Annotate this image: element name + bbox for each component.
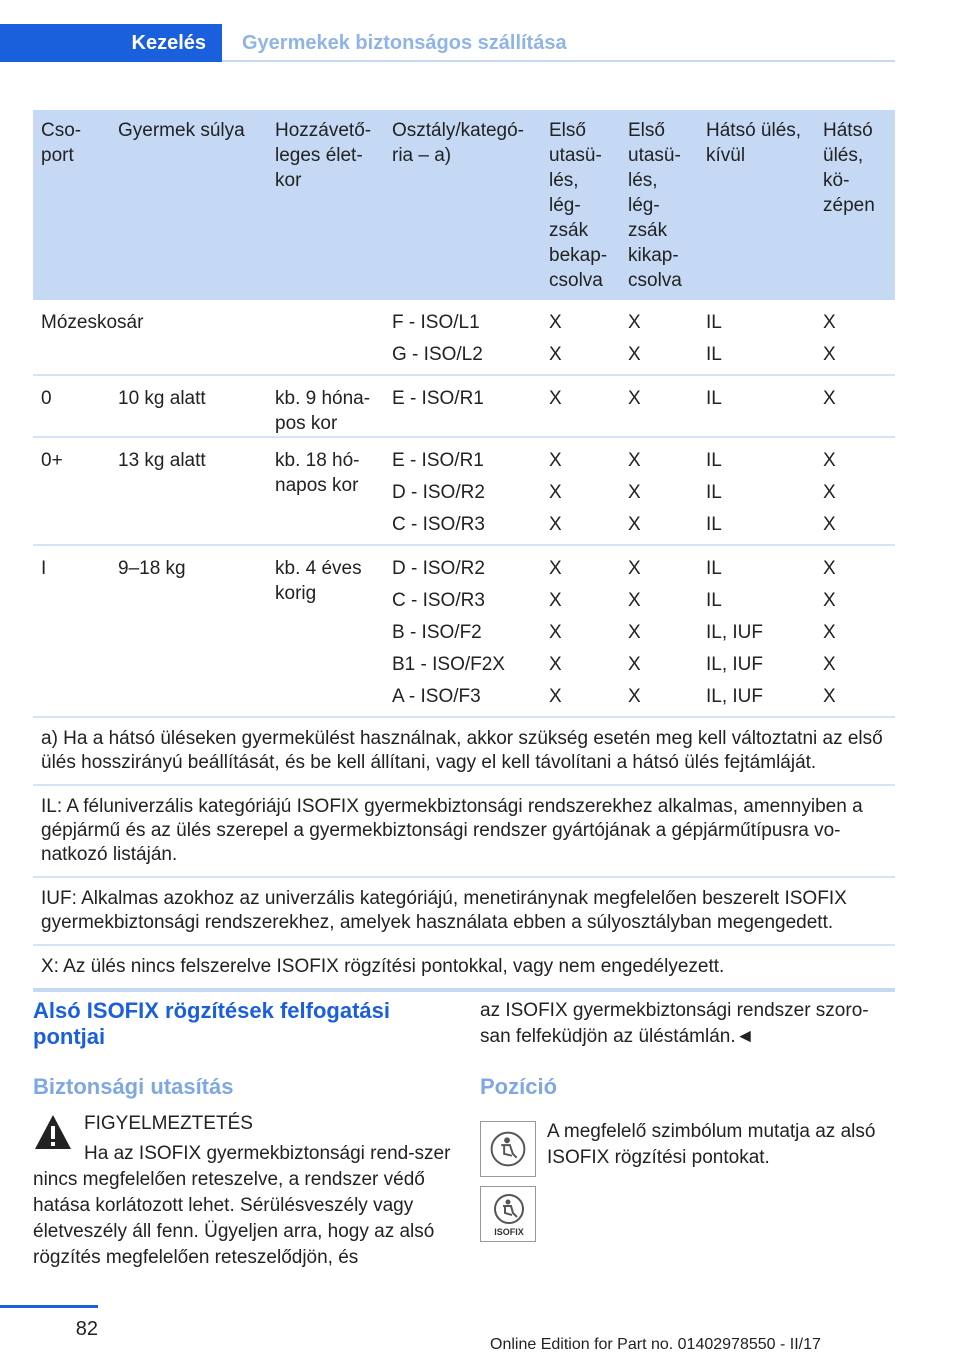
cell-front-airbag-on [541,300,620,374]
cell-front-airbag-on-value: X [549,654,562,675]
cell-rear-outer-value: IL [706,590,722,611]
cell-class-value: B1 - ISO/F2X [392,654,505,675]
cell-front-airbag-on-value: X [549,312,562,333]
header-cell-front-airbag-off: Első utasü- lés, lég- zsák kikap- csolva [628,120,682,291]
cell-front-airbag-on-value: X [549,590,562,611]
cell-rear-outer [698,438,815,544]
isofix-label: ISOFIX [494,1227,524,1237]
cell-front-airbag-off-value: X [628,388,641,409]
cell-front-airbag-on-value: X [549,514,562,535]
table-note-iuf: IUF: Alkalmas azokhoz az univerzális kategóriájú, menetiránynak megfelelően beszerelt ISOFIX gyermekbiztonsági rendszerekhez, amelyek használata ebben a súlyosztályban megengedett. [33,878,895,946]
cell-class-value: D - ISO/R2 [392,482,485,503]
cell-front-airbag-on-value: X [549,450,562,471]
isofix-anchor-symbol [480,1186,536,1242]
cell-front-airbag-off-value: X [628,450,641,471]
cell-group [33,546,110,716]
footer-line [0,1305,98,1308]
cell-front-airbag-off-value: X [628,558,641,579]
table-note-a: a) Ha a hátsó üléseken gyermekülést használnak, akkor szükség esetén meg kell változtatni az első ülés hosszirányú beállítását, és be kell állítani, vagy el kell távolítani a hátsó ülés fejtámláját. [33,718,895,786]
cell-rear-outer-value: IL [706,514,722,535]
header-cell-group: Cso- port [41,120,82,166]
cell-age-value: kb. 18 hó- napos kor [275,450,360,496]
cell-front-airbag-on [541,438,620,544]
header-cell-age: Hozzávető- leges élet- kor [275,120,372,191]
warning-title: FIGYELMEZTETÉS [84,1113,253,1134]
cell-weight-value: 10 kg alatt [118,388,206,409]
cell-front-airbag-off-value: X [628,344,641,365]
cell-rear-middle-value: X [823,514,836,535]
cell-rear-middle-value: X [823,450,836,471]
cell-rear-outer-value: IL, IUF [706,654,764,675]
cell-weight-value: 9–18 kg [118,558,186,579]
cell-front-airbag-off [620,300,698,374]
cell-front-airbag-on [541,546,620,716]
cell-class-value: B - ISO/F2 [392,622,482,643]
cell-class [384,546,541,716]
cell-rear-outer-value: IL, IUF [706,686,764,707]
table-header-row [33,110,895,300]
cell-rear-middle-value: X [823,622,836,643]
isofix-table [33,110,895,992]
table-row [33,438,895,546]
cell-front-airbag-on-value: X [549,388,562,409]
page-header [0,0,960,64]
cell-class-value: C - ISO/R3 [392,514,485,535]
header-divider [222,60,895,62]
cell-rear-outer-value: IL [706,450,722,471]
cell-front-airbag-off-value: X [628,514,641,535]
cell-rear-outer-value: IL [706,388,722,409]
cell-front-airbag-off-value: X [628,686,641,707]
cell-rear-outer-value: IL, IUF [706,622,764,643]
cell-class-value: E - ISO/R1 [392,450,484,471]
table-row [33,300,895,376]
header-cell-rear-middle: Hátsó ülés, kö- zépen [823,120,875,216]
table-row [33,546,895,718]
header-cell-class: Osztály/kategó- ria – a) [392,120,524,166]
right-column [480,998,895,1100]
cell-front-airbag-off [620,438,698,544]
cell-rear-middle-value: X [823,654,836,675]
warning-block [33,1141,453,1271]
left-column [33,998,443,1100]
page-number: 82 [75,1318,98,1340]
cell-front-airbag-on-value: X [549,482,562,503]
edition-info: Online Edition for Part no. 01402978550 - II/17 [490,1336,821,1353]
cell-class-value: E - ISO/R1 [392,388,484,409]
cell-rear-middle [815,546,895,716]
cell-class-value: G - ISO/L2 [392,344,483,365]
cell-age-value: kb. 4 éves korig [275,558,362,604]
cell-front-airbag-on-value: X [549,686,562,707]
cell-weight [110,438,267,544]
cell-rear-outer-value: IL [706,344,722,365]
header-cell-weight: Gyermek súlya [118,120,245,141]
warning-continuation: az ISOFIX gyermekbiztonsági rendszer szoro-san felfeküdjön az üléstámlán.◄ [480,1000,869,1047]
cell-front-airbag-off-value: X [628,654,641,675]
cell-front-airbag-on-value: X [549,622,562,643]
cell-rear-middle [815,376,895,436]
cell-rear-middle-value: X [823,344,836,365]
section-heading: Alsó ISOFIX rögzítések felfogatási pontjai [33,998,390,1049]
cell-age [267,546,384,716]
cell-group-value: 0 [41,388,52,409]
cell-class-value: C - ISO/R3 [392,590,485,611]
cell-group [33,438,110,544]
cell-front-airbag-on-value: X [549,558,562,579]
cell-front-airbag-on [541,376,620,436]
table-body [33,300,895,718]
position-heading: Pozíció [480,1074,558,1099]
cell-class [384,438,541,544]
cell-rear-outer [698,376,815,436]
table-note-x: X: Az ülés nincs felszerelve ISOFIX rögzítési pontokkal, vagy nem engedélyezett. [33,946,895,992]
cell-rear-middle-value: X [823,558,836,579]
cell-rear-outer [698,546,815,716]
header-cell-front-airbag-on: Első utasü- lés, lég- zsák bekap- csolva [549,120,608,291]
cell-rear-outer-value: IL [706,312,722,333]
cell-class-value: F - ISO/L1 [392,312,480,333]
cell-weight-value: 13 kg alatt [118,450,206,471]
cell-age-value: kb. 9 hóna- pos kor [275,388,371,434]
cell-age [267,376,384,436]
cell-group [33,376,110,436]
cell-class-value: D - ISO/R2 [392,558,485,579]
cell-group-value: 0+ [41,450,63,471]
cell-group [33,300,144,374]
table-note-il: IL: A féluniverzális kategóriájú ISOFIX gyermekbiztonsági rendszerekhez alkalmas, amennyiben a gépjármű és az ülés szerepel a gyermekbiztonsági rendszer gyártójának a gépjárműtípusra vo-natkozó listáján. [33,786,895,878]
cell-class [384,300,541,374]
chapter-title: Gyermekek biztonságos szállítása [242,31,567,54]
cell-weight [110,300,267,374]
cell-rear-middle-value: X [823,482,836,503]
cell-front-airbag-off [620,376,698,436]
cell-class [384,376,541,436]
cell-front-airbag-on-value: X [549,344,562,365]
cell-rear-middle-value: X [823,312,836,333]
cell-rear-middle [815,438,895,544]
cell-rear-middle-value: X [823,686,836,707]
isofix-seat-symbol-icon [480,1121,536,1177]
cell-front-airbag-off-value: X [628,622,641,643]
cell-front-airbag-off [620,546,698,716]
table-row [33,376,895,438]
cell-front-airbag-off-value: X [628,590,641,611]
section-tab: Kezelés [0,24,222,62]
cell-rear-outer [698,300,815,374]
safety-subheading: Biztonsági utasítás [33,1074,234,1099]
cell-rear-middle-value: X [823,590,836,611]
cell-group-value: I [41,558,47,579]
cell-rear-middle-value: X [823,388,836,409]
cell-rear-middle [815,300,895,374]
cell-rear-outer-value: IL [706,558,722,579]
warning-text: Ha az ISOFIX gyermekbiztonsági rend-szer nincs megfelelően reteszelve, a rendszer védő hatása korlátozott lehet. Sérülésveszély vagy életveszély áll fenn. Ügyeljen arra, hogy az alsó rögzítés megfelelően reteszelődjön, és [33,1143,451,1268]
cell-weight [110,376,267,436]
cell-group-value: Mózeskosár [41,312,144,333]
cell-front-airbag-off-value: X [628,482,641,503]
cell-age [267,300,384,374]
position-text: A megfelelő szimbólum mutatja az alsó ISOFIX rögzítési pontokat. [547,1121,876,1168]
cell-age [267,438,384,544]
cell-rear-outer-value: IL [706,482,722,503]
cell-weight [110,546,267,716]
cell-front-airbag-off-value: X [628,312,641,333]
cell-class-value: A - ISO/F3 [392,686,481,707]
header-cell-rear-outer: Hátsó ülés, kívül [706,120,802,166]
